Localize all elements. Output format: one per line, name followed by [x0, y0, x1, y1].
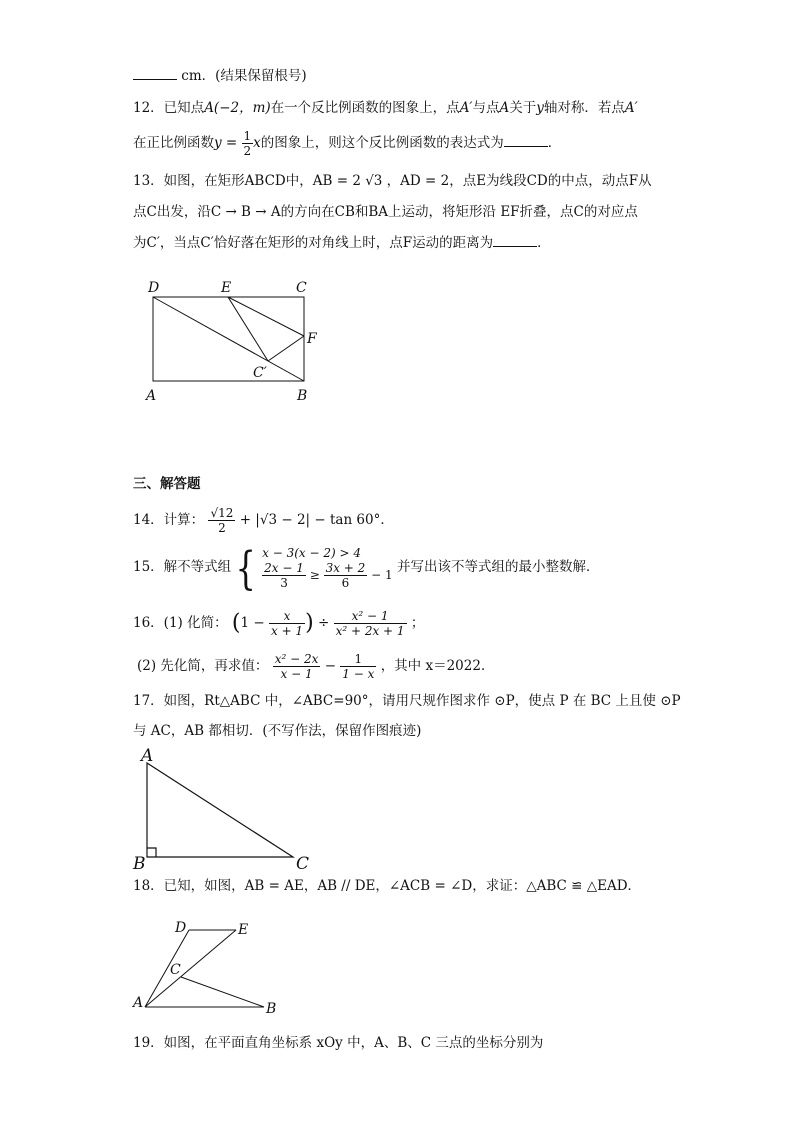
- section-title: 三、解答题: [133, 476, 201, 492]
- label-a: A: [141, 746, 154, 766]
- q12-line2: 在正比例函数y = $\frac{1}{2}$ x的图象上，则这个反比例函数的表达式为 ．: [133, 129, 562, 158]
- label-c: C: [170, 962, 181, 978]
- q11-tail: cm．(结果保留根号): [133, 66, 307, 85]
- label-a: A: [146, 388, 157, 404]
- q15: 15．解不等式组 { x − 3(x − 2) > 4 $\frac{2x - 1}{3}$ ≥ $\frac{3x + 2}{6}$ − 1 并写出该不等式组的最小整数解．: [133, 540, 600, 595]
- segment-ae: [145, 930, 236, 1007]
- label-b: B: [266, 1001, 277, 1017]
- q17-line1: 17．如图，Rt△ABC 中，∠ABC=90°，请用尺规作图求作 ⊙P，使点 P 在 BC 上且使 ⊙P: [133, 693, 681, 709]
- q14: 14．计算： $\frac{√12}{2}$ + |√3 − 2| − tan 60°．: [133, 506, 394, 535]
- label-c: C: [296, 854, 310, 874]
- label-d: D: [175, 920, 187, 936]
- label-e: E: [221, 280, 232, 296]
- label-a: A: [133, 995, 144, 1011]
- label-f: F: [307, 331, 317, 347]
- label-c: C: [296, 280, 307, 296]
- label-b: B: [133, 854, 146, 874]
- q13-line3: 为C′，当点C′恰好落在矩形的对角线上时，点F运动的距离为 ．: [133, 235, 551, 251]
- label-cprime: C′: [253, 365, 267, 381]
- q13-line2: 点C出发，沿C → B → A的方向在CB和BA上运动，将矩形沿 EF折叠，点C的对应点: [133, 204, 638, 220]
- q16-part1: 16．(1) 化简： (1 − $\frac{x}{x + 1}$ ) ÷ $\frac{\text{x² − 1}}{\text{x² + 2x + 1}}$ ；: [133, 609, 425, 638]
- q18: 18．已知，如图，AB = AE，AB // DE，∠ACB = ∠D，求证：△ABC ≌ △EAD．: [133, 878, 642, 894]
- segment-cb: [181, 977, 264, 1007]
- segment-ad: [145, 930, 189, 1007]
- fraction: $\frac{1}{2}$: [243, 129, 252, 158]
- q17-line2: 与 AC，AB 都相切．(不写作法，保留作图痕迹): [133, 723, 422, 739]
- q16-part2: (2) 先化简，再求值： $\frac{\text{x² − 2x}}{x - 1}$ − $\frac{1}{1 - x}$ ，其中 x＝2022．: [137, 652, 495, 681]
- q19: 19．如图，在平面直角坐标系 xOy 中，A、B、C 三点的坐标分别为: [133, 1035, 544, 1051]
- label-d: D: [148, 280, 160, 296]
- q12-line1: 12．已知点A(−2，m)在一个反比例函数的图象上，点A′与点A关于y轴对称．若点A′: [133, 100, 638, 116]
- q13-line1: 13．如图，在矩形ABCD中，AB = 2 √3 ，AD = 2，点E为线段CD的中点，动点F从: [133, 173, 652, 189]
- label-e: E: [238, 922, 249, 938]
- label-b: B: [297, 388, 308, 404]
